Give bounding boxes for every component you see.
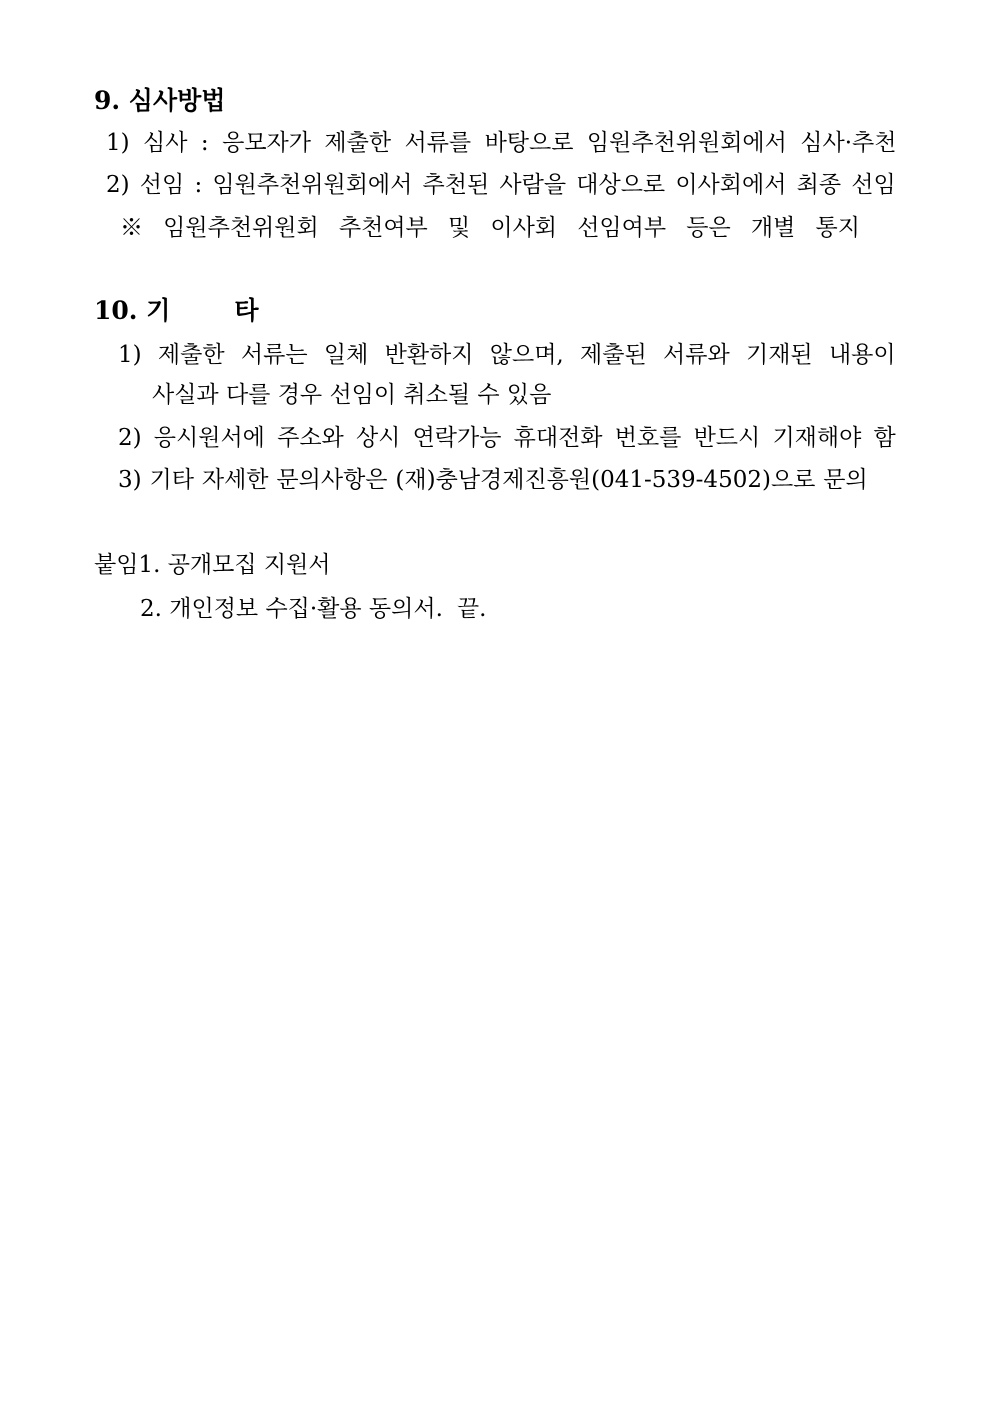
section-9-item-2: 2) 선임 : 임원추천위원회에서 추천된 사람을 대상으로 이사회에서 최종 선임 — [106, 172, 896, 198]
attachment-line-1: 붙임1. 공개모집 지원서 — [94, 552, 331, 578]
section-9-note: ※ 임원추천위원회 추천여부 및 이사회 선임여부 등은 개별 통지 — [120, 215, 860, 241]
end-mark: 끝. — [456, 596, 487, 622]
section-10-heading-tail: 타 — [234, 296, 259, 325]
section-10-item-3: 3) 기타 자세한 문의사항은 (재)충남경제진흥원(041-539-4502)으로 문의 — [118, 467, 868, 493]
section-10-item-1-line-1: 1) 제출한 서류는 일체 반환하지 않으며, 제출된 서류와 기재된 내용이 — [118, 342, 896, 368]
attachment-line-2-text: 2. 개인정보 수집·활용 동의서. — [140, 596, 443, 622]
section-10-heading — [94, 296, 259, 326]
attachment-line-2 — [140, 594, 486, 624]
section-10-heading-number: 10. 기 — [94, 296, 171, 325]
section-9-heading: 9. 심사방법 — [94, 86, 226, 115]
section-10-item-2: 2) 응시원서에 주소와 상시 연락가능 휴대전화 번호를 반드시 기재해야 함 — [118, 425, 896, 451]
section-10-item-1-line-2: 사실과 다를 경우 선임이 취소될 수 있음 — [152, 382, 552, 408]
section-9-item-1: 1) 심사 : 응모자가 제출한 서류를 바탕으로 임원추천위원회에서 심사·추천 — [106, 130, 897, 156]
